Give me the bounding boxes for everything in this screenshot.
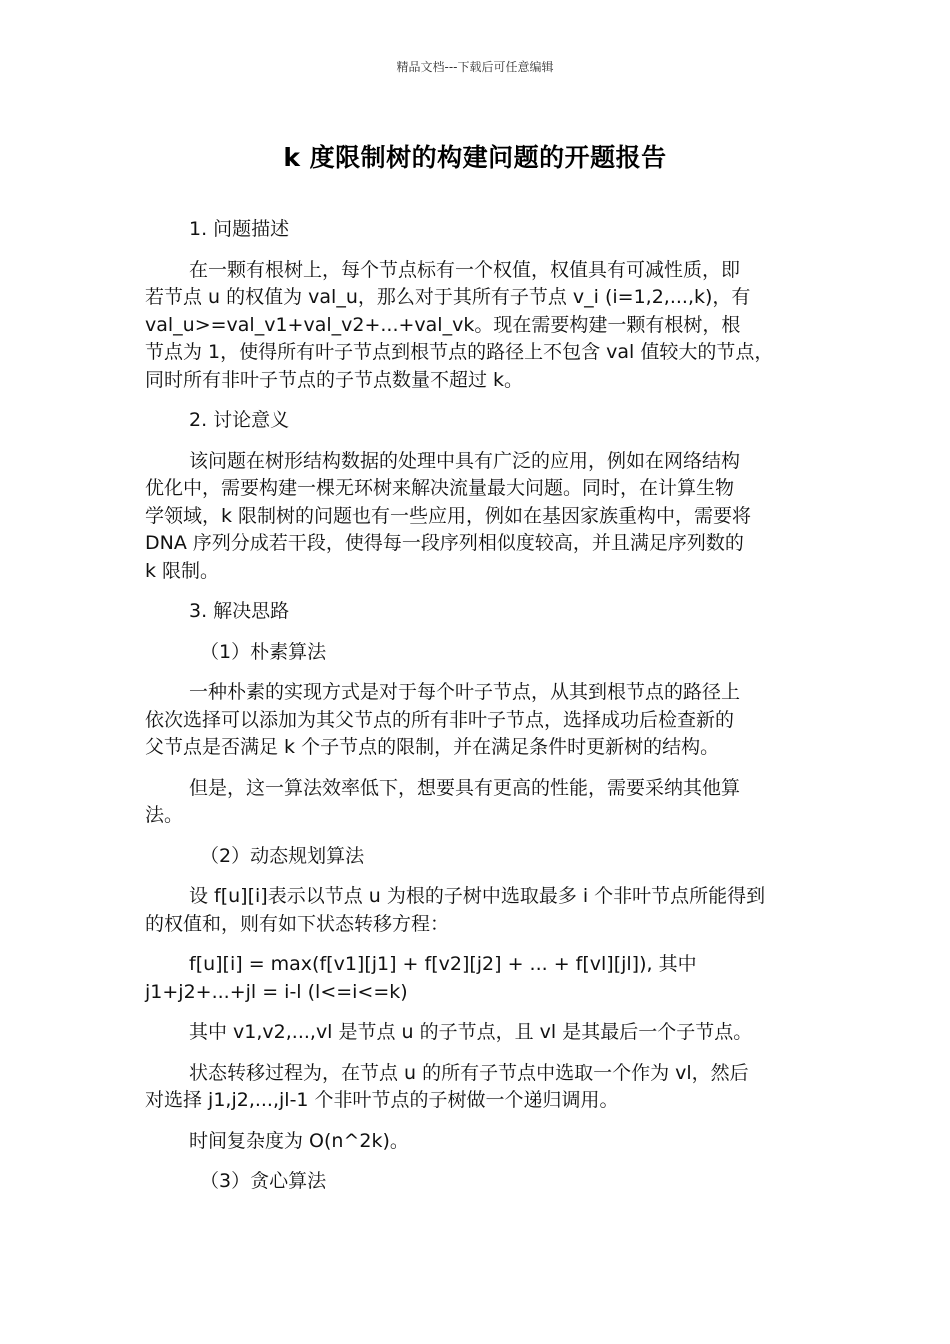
paragraph-significance: 该问题在树形结构数据的处理中具有广泛的应用，例如在网络结构 优化中，需要构建一棵无环树来解决流量最大问题。同时，在计算生物 学领域，k 限制树的问题也有一些应用，例如在基因家族重构中，需要将 DNA 序列分成若干段，使得每一段序列相似度较高，并且满足序列数的 k 限制。 xyxy=(145,449,752,582)
subheading-naive-algorithm: （1）朴素算法 xyxy=(200,640,327,663)
paragraph-dp-4: 状态转移过程为，在节点 u 的所有子节点中选取一个作为 vl，然后 对选择 j1,j2,...,jl-1 个非叶节点的子树做一个递归调用。 xyxy=(145,1061,749,1111)
paragraph-dp-complexity: 时间复杂度为 O(n^2k)。 xyxy=(189,1129,409,1152)
document-body xyxy=(145,216,810,1209)
document-title: k 度限制树的构建问题的开题报告 xyxy=(283,143,667,172)
section-heading-problem: 1. 问题描述 xyxy=(189,218,290,240)
subheading-dp-algorithm: （2）动态规划算法 xyxy=(200,844,365,867)
paragraph-dp-equation: f[u][i] = max(f[v1][j1] + f[v2][j2] + ... + f[vl][jl]), 其中 j1+j2+...+jl = i-l (l<=i<=k) xyxy=(145,953,697,1003)
paragraph-problem-description: 在一颗有根树上，每个节点标有一个权值，权值具有可减性质，即 若节点 u 的权值为 val_u，那么对于其所有子节点 v_i (i=1,2,...,k)，有 val_u>=val_v1+val_v2+...+val_vk。现在需要构建一颗有根树，根 节点为 1，使得所有叶子节点到根节点的路径上不包含 val 值较大的节点， 同时所有非叶子节点的子节点数量不超过 k。 xyxy=(145,258,774,391)
paragraph-naive-2: 但是，这一算法效率低下，想要具有更高的性能，需要采纳其他算 法。 xyxy=(145,776,741,826)
page-header: 精品文档---下载后可任意编辑 xyxy=(396,60,554,74)
section-heading-approach: 3. 解决思路 xyxy=(189,600,290,622)
paragraph-dp-3: 其中 v1,v2,...,vl 是节点 u 的子节点，且 vl 是其最后一个子节点。 xyxy=(189,1021,753,1043)
subheading-greedy-algorithm: （3）贪心算法 xyxy=(200,1170,327,1192)
section-heading-significance: 2. 讨论意义 xyxy=(189,409,290,431)
paragraph-naive-1: 一种朴素的实现方式是对于每个叶子节点，从其到根节点的路径上 依次选择可以添加为其父节点的所有非叶子节点，选择成功后检查新的 父节点是否满足 k 个子节点的限制，并在满足条件时更新树的结构。 xyxy=(145,681,741,758)
paragraph-dp-1: 设 f[u][i]表示以节点 u 为根的子树中选取最多 i 个非叶节点所能得到 的权值和，则有如下状态转移方程： xyxy=(145,885,766,935)
